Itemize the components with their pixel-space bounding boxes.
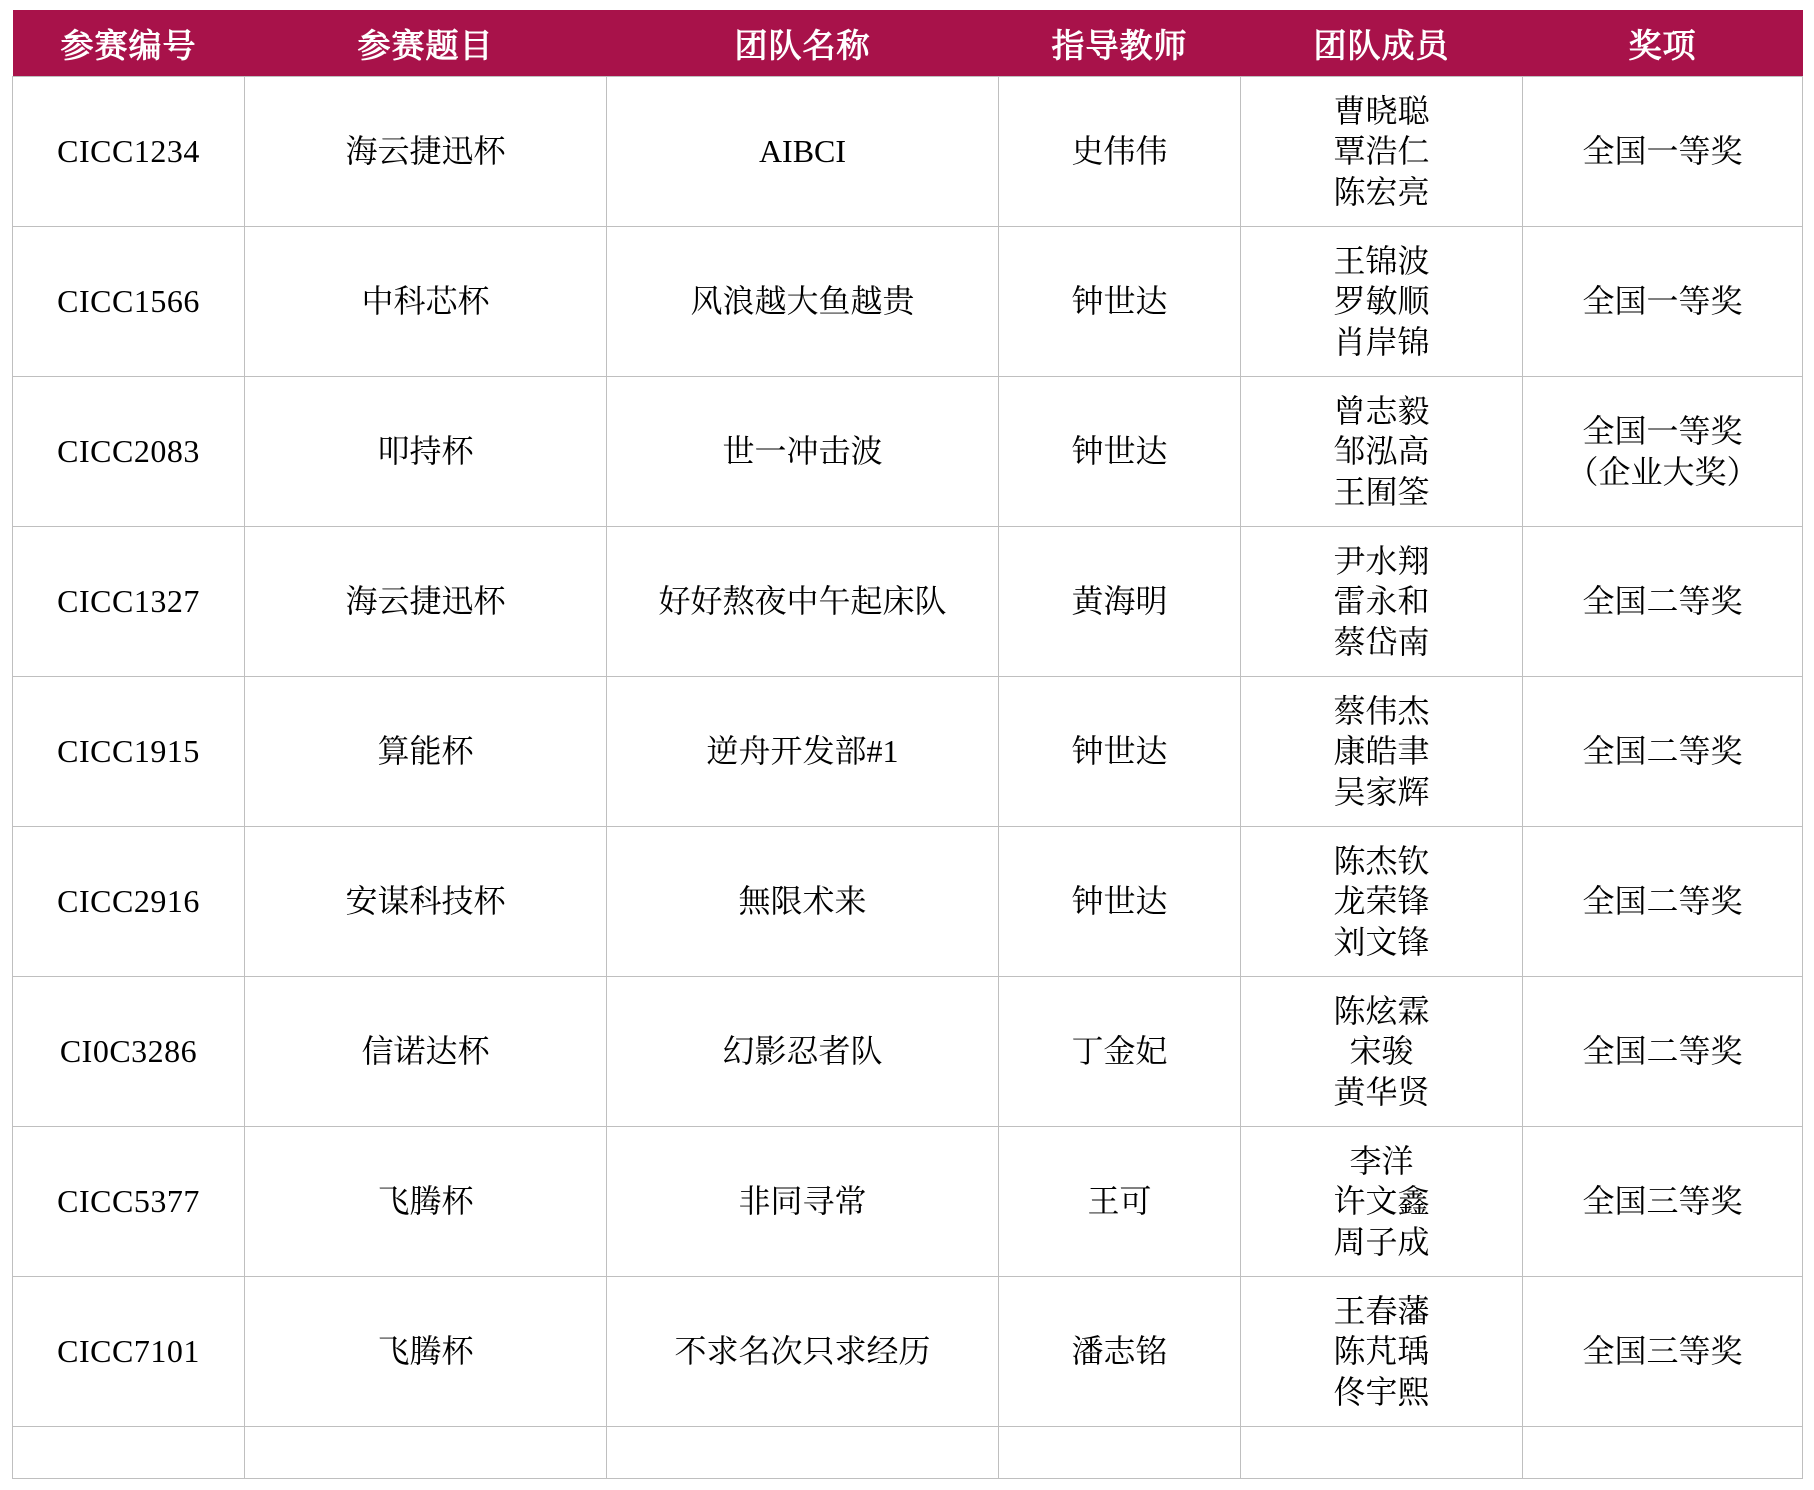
cell-team: 好好熬夜中午起床队 [607, 527, 999, 677]
member-name: 尹水翔 [1333, 543, 1430, 580]
table-body [13, 77, 1803, 1479]
table-row-empty [13, 1427, 1803, 1479]
member-name: 许文鑫 [1333, 1183, 1430, 1220]
cell-teacher: 钟世达 [999, 377, 1241, 527]
cell-award [1523, 77, 1803, 227]
cell-members [1241, 1127, 1523, 1277]
cell-teacher: 钟世达 [999, 677, 1241, 827]
cell-empty [13, 1427, 245, 1479]
cell-team: 不求名次只求经历 [607, 1277, 999, 1427]
member-name: 刘文锋 [1333, 923, 1430, 960]
cell-team: 幻影忍者队 [607, 977, 999, 1127]
member-name: 周子成 [1333, 1223, 1430, 1260]
table-row [13, 827, 1803, 977]
cell-members [1241, 827, 1523, 977]
column-header-team: 团队名称 [607, 10, 999, 77]
member-name: 蔡伟杰 [1333, 693, 1430, 730]
award-table [12, 10, 1803, 1479]
cell-empty [999, 1427, 1241, 1479]
column-header-id: 参赛编号 [13, 10, 245, 77]
cell-teacher: 黄海明 [999, 527, 1241, 677]
cell-topic: 算能杯 [245, 677, 607, 827]
cell-members [1241, 227, 1523, 377]
member-name: 陈宏亮 [1333, 173, 1430, 210]
cell-topic: 信诺达杯 [245, 977, 607, 1127]
cell-id: CICC2916 [13, 827, 245, 977]
member-name: 雷永和 [1333, 583, 1430, 620]
column-header-teacher: 指导教师 [999, 10, 1241, 77]
cell-team: 风浪越大鱼越贵 [607, 227, 999, 377]
cell-award [1523, 977, 1803, 1127]
column-header-topic: 参赛题目 [245, 10, 607, 77]
member-name: 黄华贤 [1333, 1073, 1430, 1110]
cell-members [1241, 677, 1523, 827]
member-name: 邹泓高 [1333, 433, 1430, 470]
cell-topic: 中科芯杯 [245, 227, 607, 377]
award-text: 全国三等奖 [1582, 1333, 1743, 1370]
cell-members [1241, 977, 1523, 1127]
award-text: 全国三等奖 [1582, 1183, 1743, 1220]
cell-topic: 海云捷迅杯 [245, 527, 607, 677]
cell-award [1523, 1127, 1803, 1277]
cell-members [1241, 77, 1523, 227]
member-name: 陈芃瑀 [1333, 1333, 1430, 1370]
member-name: 康皓聿 [1333, 733, 1430, 770]
member-name: 陈炫霖 [1333, 993, 1430, 1030]
member-name: 蔡岱南 [1333, 623, 1430, 660]
award-text: 全国一等奖 [1582, 133, 1743, 170]
cell-teacher: 丁金妃 [999, 977, 1241, 1127]
cell-award [1523, 677, 1803, 827]
cell-topic: 飞腾杯 [245, 1127, 607, 1277]
table-row [13, 977, 1803, 1127]
cell-team: 無限术来 [607, 827, 999, 977]
cell-topic: 飞腾杯 [245, 1277, 607, 1427]
member-name: 曾志毅 [1333, 393, 1430, 430]
cell-topic: 叩持杯 [245, 377, 607, 527]
document-page [0, 10, 1814, 1490]
cell-empty [607, 1427, 999, 1479]
column-header-members: 团队成员 [1241, 10, 1523, 77]
cell-id: CICC2083 [13, 377, 245, 527]
award-text: 全国二等奖 [1582, 1033, 1743, 1070]
cell-topic: 海云捷迅杯 [245, 77, 607, 227]
cell-id: CICC1234 [13, 77, 245, 227]
member-name: 王锦波 [1333, 243, 1430, 280]
member-name: 陈杰钦 [1333, 843, 1430, 880]
cell-team: AIBCI [607, 77, 999, 227]
award-text: 全国一等奖 [1582, 413, 1743, 450]
member-name: 吴家辉 [1333, 773, 1430, 810]
cell-id: CICC1566 [13, 227, 245, 377]
member-name: 覃浩仁 [1333, 133, 1430, 170]
cell-empty [245, 1427, 607, 1479]
table-row [13, 677, 1803, 827]
award-text: 全国二等奖 [1582, 583, 1743, 620]
member-name: 罗敏顺 [1333, 283, 1430, 320]
table-row [13, 1277, 1803, 1427]
cell-teacher: 潘志铭 [999, 1277, 1241, 1427]
table-row [13, 227, 1803, 377]
table-row [13, 77, 1803, 227]
cell-id: CICC1915 [13, 677, 245, 827]
cell-id: CICC5377 [13, 1127, 245, 1277]
member-name: 王囿筌 [1333, 473, 1430, 510]
cell-award [1523, 527, 1803, 677]
cell-members [1241, 1277, 1523, 1427]
table-header [13, 10, 1803, 77]
cell-award [1523, 1277, 1803, 1427]
member-name: 曹晓聪 [1333, 93, 1430, 130]
cell-id: CICC1327 [13, 527, 245, 677]
member-name: 肖岸锦 [1333, 323, 1430, 360]
cell-teacher: 史伟伟 [999, 77, 1241, 227]
member-name: 李洋 [1349, 1143, 1414, 1180]
award-text: 全国二等奖 [1582, 883, 1743, 920]
member-name: 王春藩 [1333, 1293, 1430, 1330]
award-text: 全国二等奖 [1582, 733, 1743, 770]
cell-team: 非同寻常 [607, 1127, 999, 1277]
cell-empty [1241, 1427, 1523, 1479]
member-name: 龙荣锋 [1333, 883, 1430, 920]
table-row [13, 527, 1803, 677]
cell-empty [1523, 1427, 1803, 1479]
award-text: 全国一等奖 [1582, 283, 1743, 320]
member-name: 佟宇熙 [1333, 1373, 1430, 1410]
cell-id: CICC7101 [13, 1277, 245, 1427]
header-row [13, 10, 1803, 77]
cell-teacher: 王可 [999, 1127, 1241, 1277]
cell-teacher: 钟世达 [999, 227, 1241, 377]
cell-members [1241, 527, 1523, 677]
cell-award [1523, 377, 1803, 527]
column-header-award: 奖项 [1523, 10, 1803, 77]
member-name: 宋骏 [1349, 1033, 1414, 1070]
award-text: （企业大奖） [1566, 453, 1759, 490]
cell-members [1241, 377, 1523, 527]
cell-award [1523, 227, 1803, 377]
table-row [13, 1127, 1803, 1277]
cell-topic: 安谋科技杯 [245, 827, 607, 977]
cell-id: CI0C3286 [13, 977, 245, 1127]
table-row [13, 377, 1803, 527]
cell-team: 世一冲击波 [607, 377, 999, 527]
cell-award [1523, 827, 1803, 977]
cell-team: 逆舟开发部#1 [607, 677, 999, 827]
cell-teacher: 钟世达 [999, 827, 1241, 977]
